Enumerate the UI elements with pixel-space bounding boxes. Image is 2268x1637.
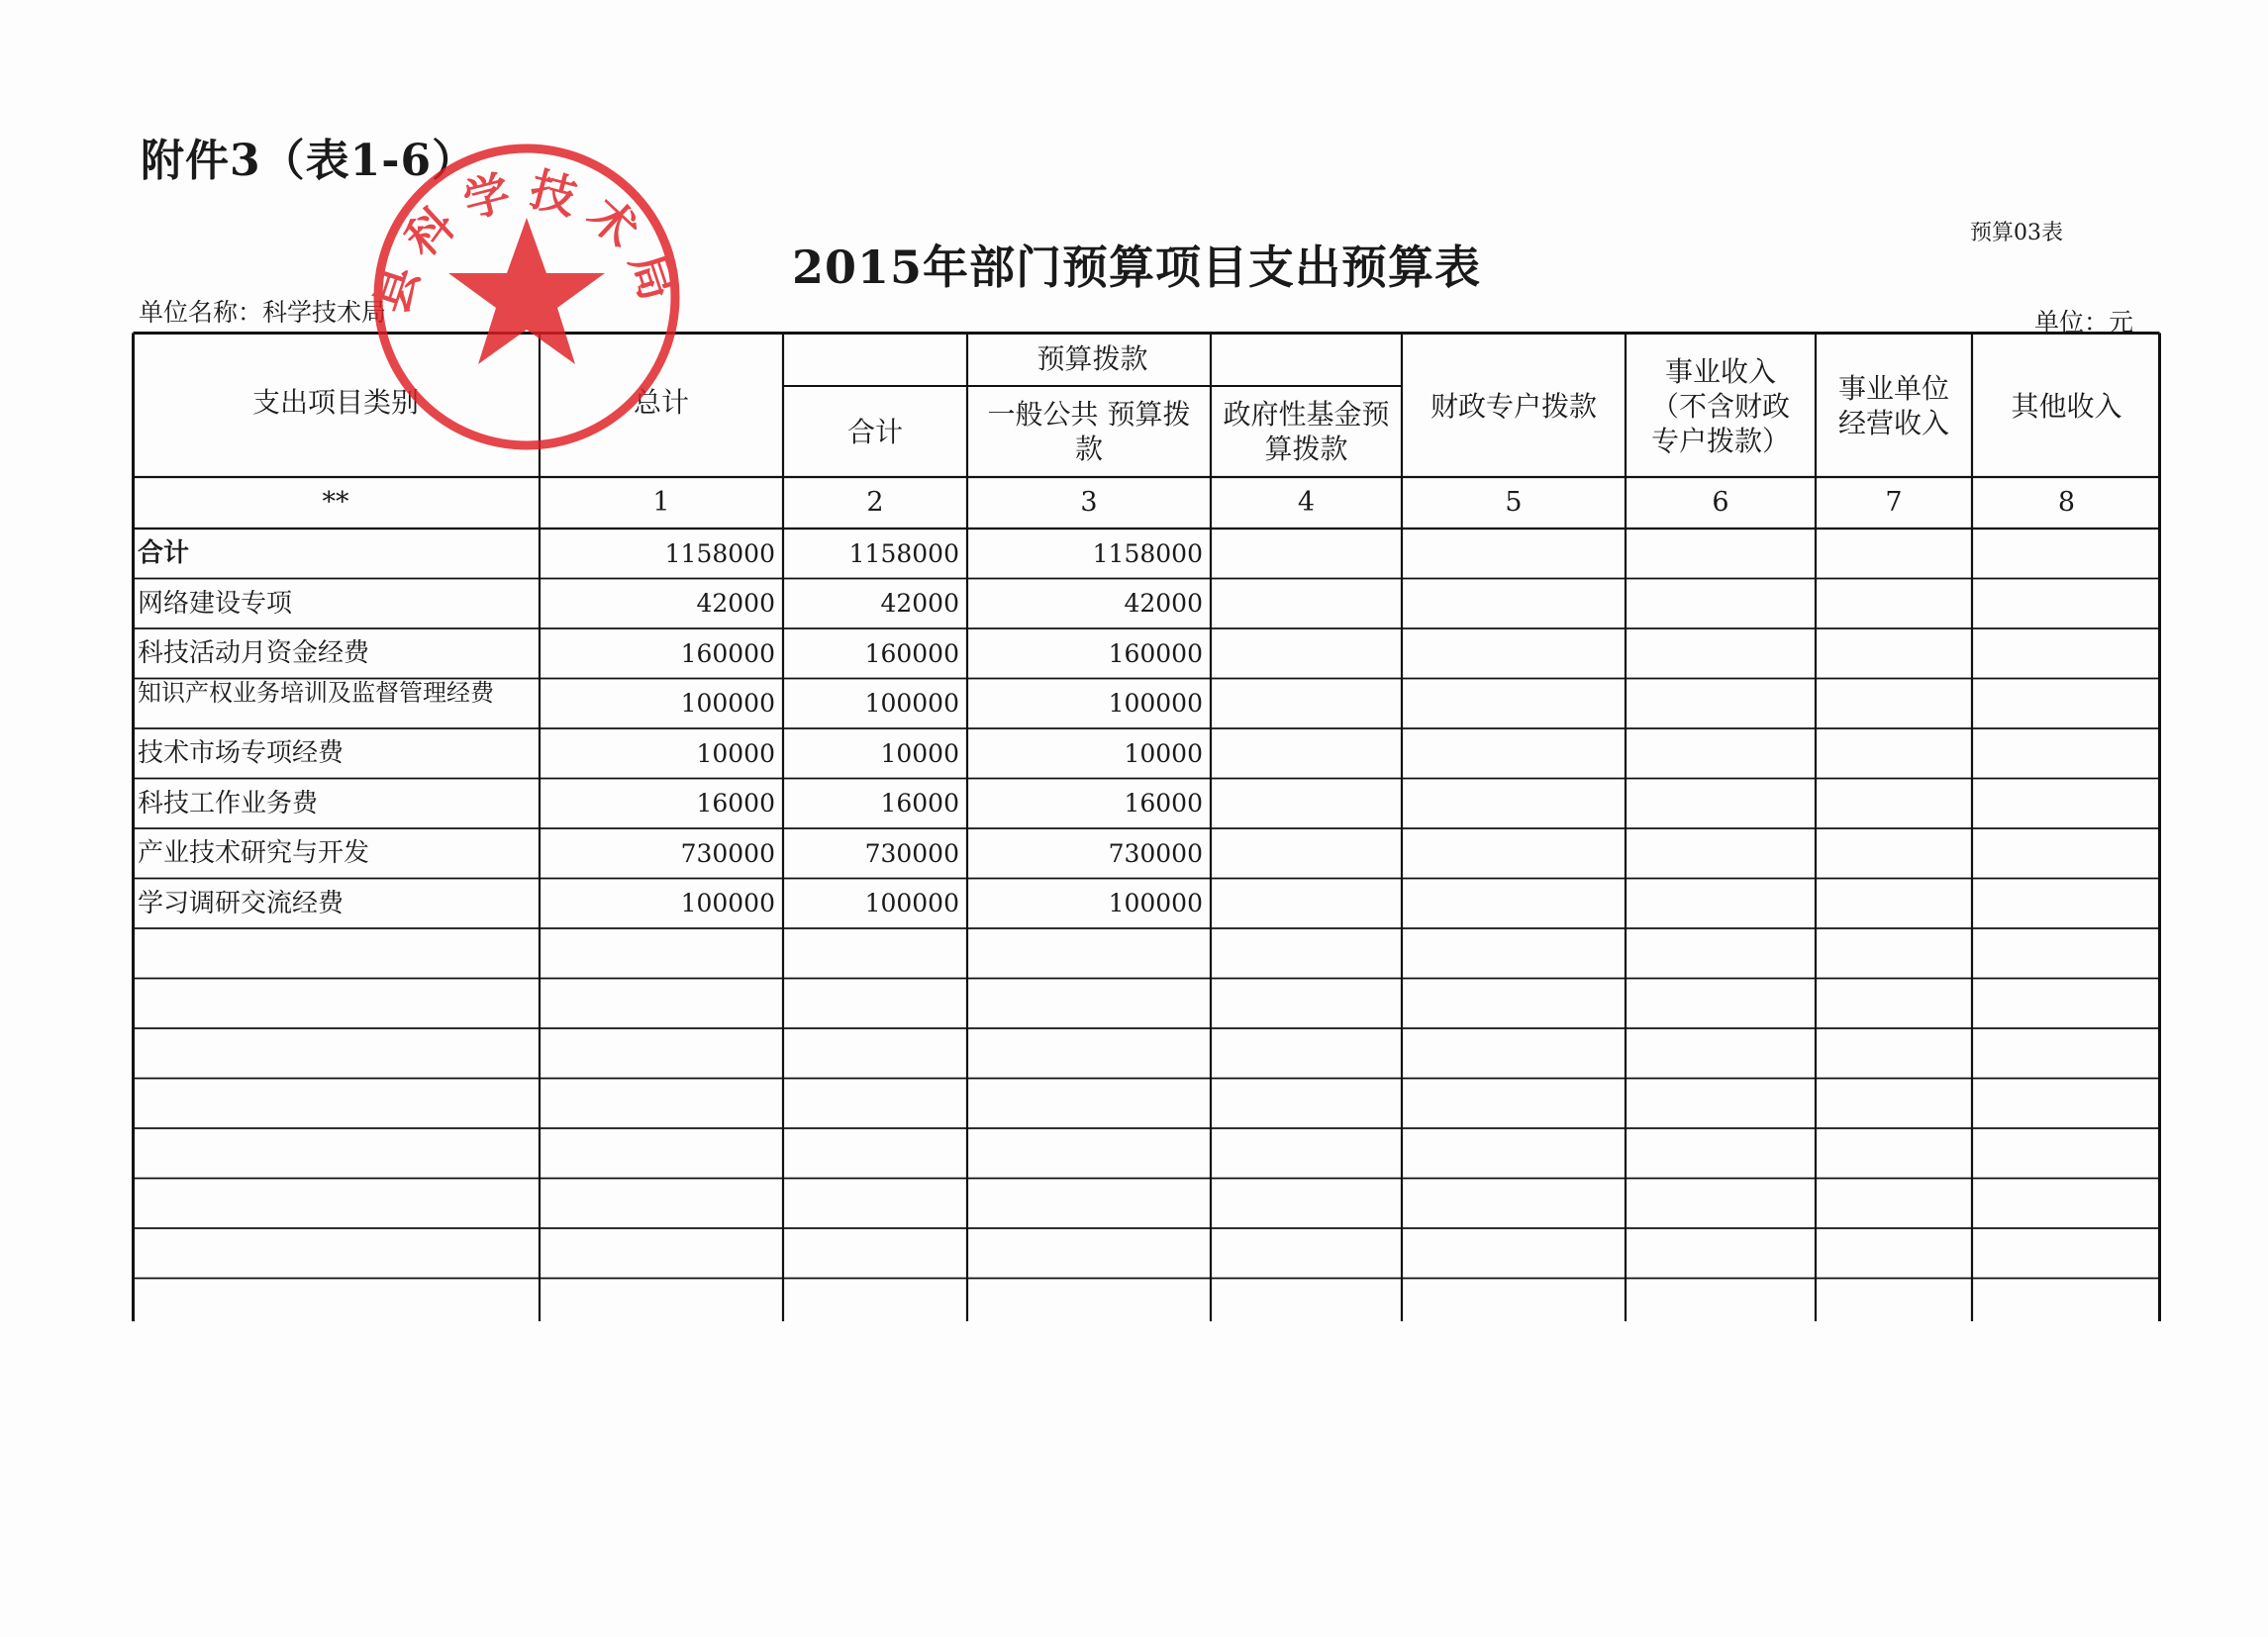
column-number: 2: [866, 487, 884, 519]
cell-general-public: 16000: [1124, 789, 1203, 818]
header-other-income: 其他收入: [2011, 389, 2122, 423]
row-label: 产业技术研究与开发: [138, 838, 370, 868]
cell-total: 160000: [680, 638, 775, 668]
column-number: **: [322, 487, 349, 519]
seal-star-icon: [448, 218, 605, 364]
header-business-operating: 事业单位经营收入: [1837, 372, 1949, 439]
form-code: 预算03表: [1970, 221, 2063, 245]
header-category: 支出项目类别: [251, 386, 419, 419]
attachment-label: 附件3（表1-6）: [141, 136, 477, 186]
unit-name: 单位名称：科学技术局: [139, 298, 387, 327]
row-label: 学习调研交流经费: [138, 888, 345, 918]
cell-total: 10000: [696, 738, 775, 768]
cell-subtotal: 100000: [864, 689, 959, 719]
cell-general-public: 730000: [1108, 838, 1203, 868]
column-number: 1: [652, 487, 670, 519]
header-fiscal-special: 财政专户拨款: [1430, 389, 1597, 423]
row-label: 合计: [138, 538, 190, 568]
header-subtotal: 合计: [846, 415, 903, 448]
cell-subtotal: 10000: [880, 738, 959, 768]
cell-general-public: 10000: [1124, 738, 1203, 768]
column-number: 8: [2057, 487, 2076, 519]
cell-total: 730000: [680, 838, 775, 868]
cell-general-public: 42000: [1124, 589, 1203, 619]
cell-total: 1158000: [664, 538, 775, 568]
currency-unit: 单位：元: [2034, 308, 2134, 337]
header-general-public: 一般公共 预算拨款: [987, 398, 1191, 465]
column-number: 7: [1885, 487, 1903, 519]
cell-subtotal: 100000: [864, 889, 959, 918]
column-number: 5: [1505, 487, 1523, 519]
column-number: 3: [1080, 487, 1098, 519]
row-label: 科技工作业务费: [138, 788, 319, 818]
cell-total: 100000: [680, 889, 775, 918]
budget-table: [132, 332, 2161, 1321]
header-business-income: 事业收入（不含财政专户拨款）: [1650, 354, 1790, 457]
column-number: 6: [1712, 487, 1729, 519]
header-budget-group: 预算拨款: [1036, 342, 1148, 375]
header-total: 总计: [633, 386, 689, 419]
cell-subtotal: 42000: [880, 589, 959, 619]
cell-general-public: 160000: [1108, 638, 1203, 668]
cell-total: 100000: [680, 689, 775, 719]
cell-total: 42000: [696, 589, 775, 619]
seal-text: 县科学技术局: [364, 161, 689, 321]
column-number: 4: [1297, 487, 1316, 519]
cell-total: 16000: [696, 789, 775, 818]
row-label: 网络建设专项: [138, 588, 293, 619]
row-label: 知识产权业务培训及监督管理经费: [138, 678, 494, 707]
header-gov-fund: 政府性基金预算拨款: [1223, 398, 1390, 465]
row-label: 科技活动月资金经费: [138, 638, 370, 668]
cell-general-public: 100000: [1108, 889, 1203, 918]
cell-subtotal: 16000: [880, 789, 959, 818]
cell-subtotal: 730000: [864, 838, 959, 868]
cell-subtotal: 160000: [864, 638, 959, 668]
row-label: 技术市场专项经费: [138, 738, 345, 768]
cell-subtotal: 1158000: [848, 538, 959, 568]
cell-general-public: 100000: [1108, 689, 1203, 719]
cell-general-public: 1158000: [1092, 538, 1203, 568]
page-title: 2015年部门预算项目支出预算表: [792, 241, 1482, 294]
official-seal: [364, 135, 689, 459]
